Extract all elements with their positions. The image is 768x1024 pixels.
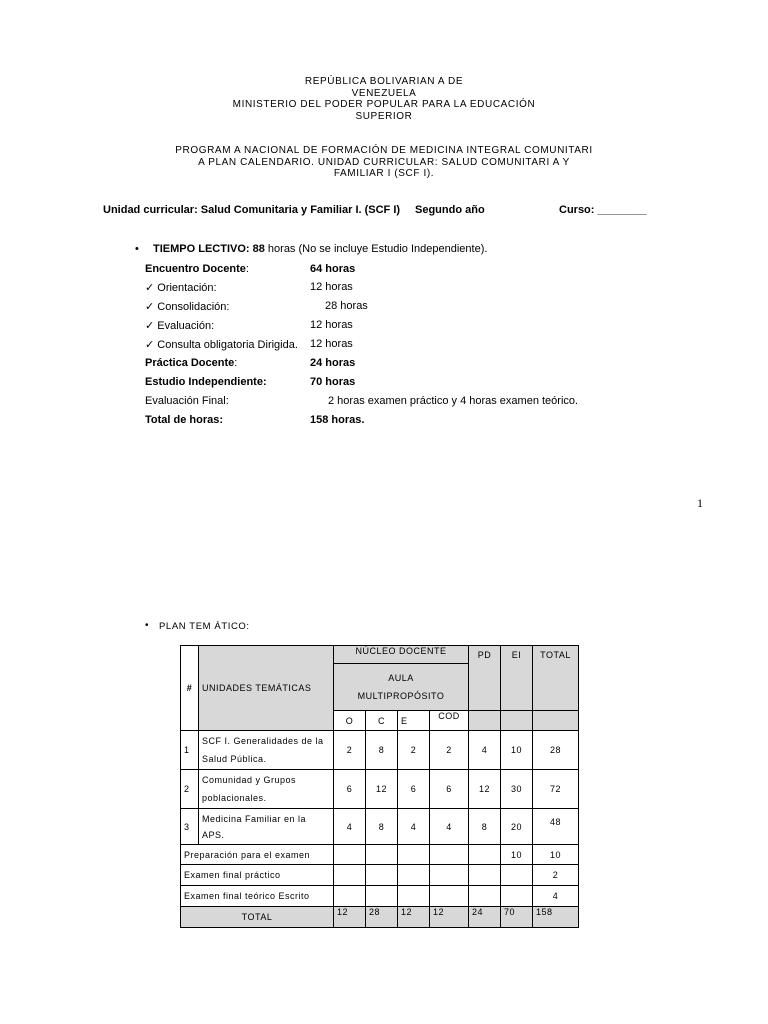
cell-pd (469, 865, 501, 886)
table-row (181, 845, 579, 865)
cell-ei: 20 (501, 809, 533, 845)
time-row-value: 12 horas (310, 281, 353, 293)
cell-cod: 4 (430, 809, 469, 845)
cell-o (334, 845, 366, 865)
time-row-value: 24 horas (310, 357, 356, 369)
header-line-2: VENEZUELA (351, 87, 417, 99)
cell-c: 8 (366, 731, 398, 770)
page-number: 1 (697, 496, 703, 510)
cell-cod (430, 865, 469, 886)
col-total-header: TOTAL (533, 646, 579, 711)
program-line-3: FAMILIAR I (SCF I). (333, 168, 435, 179)
time-row (145, 319, 214, 332)
program-line-1: PROGRAM A NACIONAL DE FORMACIÓN DE MEDICINA INTEGRAL COMUNITARI (175, 145, 593, 156)
col-c-header: C (366, 711, 398, 731)
table-row (181, 770, 579, 809)
subject-year: Segundo año (415, 204, 485, 216)
cell-ei: 10 (501, 845, 533, 865)
time-row (145, 263, 249, 275)
cell-e (398, 886, 430, 907)
time-row-value: 2 horas examen práctico y 4 horas examen teórico. (328, 395, 579, 407)
program-line-2: A PLAN CALENDARIO. UNIDAD CURRICULAR: SALUD COMUNITARI A Y (198, 156, 570, 168)
cell-total: 72 (533, 770, 579, 809)
row-num: 3 (181, 809, 199, 845)
cell-ei (501, 886, 533, 907)
time-row-suffix: : (245, 263, 249, 275)
row-unit-line1: Comunidad y Grupos (202, 775, 297, 785)
pd-empty (469, 711, 501, 731)
time-row-label: ✓ Orientación: (145, 282, 217, 294)
cell-total: 2 (533, 865, 579, 886)
cell-c: 8 (366, 809, 398, 845)
cell-c (366, 886, 398, 907)
table-row (181, 809, 579, 845)
cell-e (398, 865, 430, 886)
cell-o: 4 (334, 809, 366, 845)
header-block (0, 76, 768, 122)
cell-pd: 12 (469, 770, 501, 809)
total-row (181, 907, 579, 928)
header-line-4: SUPERIOR (355, 110, 413, 122)
subject-course: Curso: ________ (559, 204, 647, 216)
time-row-value: 64 horas (310, 263, 356, 275)
cell-e: 4 (398, 809, 430, 845)
cell-total: 10 (533, 845, 579, 865)
cell-pd: 8 (469, 809, 501, 845)
cell-c: 12 (366, 770, 398, 809)
total-empty (533, 711, 579, 731)
row-unit-line1: SCF I. Generalidades de la (202, 736, 324, 746)
time-row-label: ✓ Evaluación: (145, 320, 215, 332)
row-unit (199, 809, 334, 845)
cell-e: 2 (398, 731, 430, 770)
total-total: 158 (533, 907, 579, 928)
cell-pd (469, 886, 501, 907)
table-row (181, 886, 579, 907)
subject-unit: Unidad curricular: Salud Comunitaria y Familiar I. (SCF I) (103, 204, 401, 216)
total-o: 12 (334, 907, 366, 928)
cell-total: 28 (533, 731, 579, 770)
total-pd: 24 (469, 907, 501, 928)
time-row (145, 338, 298, 351)
row-unit (199, 731, 334, 770)
row-unit (199, 770, 334, 809)
cell-cod: 2 (430, 731, 469, 770)
time-row-label: Encuentro Docente (145, 263, 246, 275)
row-num: 1 (181, 731, 199, 770)
row-unit-line2: Salud Pública. (202, 754, 267, 764)
ei-empty (501, 711, 533, 731)
cell-e (398, 845, 430, 865)
time-row-value: 158 horas. (310, 414, 365, 426)
header-line-3: MINISTERIO DEL PODER POPULAR PARA LA EDUCACIÓN (232, 99, 536, 110)
cell-total: 4 (533, 886, 579, 907)
time-row (145, 357, 237, 369)
col-units-header: UNIDADES TEMÁTICAS (199, 646, 334, 731)
time-row (145, 414, 223, 426)
time-row (145, 376, 267, 388)
time-row-suffix: : (234, 357, 238, 369)
time-row-label: Evaluación Final: (145, 395, 229, 407)
time-title-rest: horas (No se incluye Estudio Independiente). (264, 243, 488, 255)
total-cod: 12 (430, 907, 469, 928)
col-num-header: # (181, 646, 199, 731)
col-e-header: E (398, 711, 430, 731)
cell-cod (430, 886, 469, 907)
cell-e: 6 (398, 770, 430, 809)
table-row (181, 865, 579, 886)
time-row-value: 28 horas (325, 300, 368, 312)
extra-label: Examen final teórico Escrito (181, 886, 334, 907)
time-bullet: • (135, 243, 139, 255)
time-title (153, 243, 487, 255)
plan-bullet: • (145, 620, 149, 631)
cell-pd (469, 845, 501, 865)
total-ei: 70 (501, 907, 533, 928)
time-row-value: 12 horas (310, 319, 353, 331)
cell-pd: 4 (469, 731, 501, 770)
col-ei-header: EI (501, 646, 533, 711)
cell-c (366, 865, 398, 886)
cell-total: 48 (533, 809, 579, 845)
total-e: 12 (398, 907, 430, 928)
cell-o: 2 (334, 731, 366, 770)
row-unit-line2: APS. (202, 829, 225, 840)
nucleo-header: NÚCLEO DOCENTE (334, 646, 469, 664)
time-row (145, 395, 229, 407)
cell-c (366, 845, 398, 865)
extra-label: Examen final práctico (181, 865, 334, 886)
row-num: 2 (181, 770, 199, 809)
cell-ei: 30 (501, 770, 533, 809)
total-c: 28 (366, 907, 398, 928)
time-row-label: Estudio Independiente: (145, 376, 267, 388)
time-row-label: Total de horas: (145, 414, 224, 426)
total-label: TOTAL (181, 907, 334, 928)
program-block (0, 145, 768, 180)
cell-ei (501, 865, 533, 886)
cell-ei: 10 (501, 731, 533, 770)
row-unit-line2: poblacionales. (202, 793, 267, 803)
row-unit-line1: Medicina Familiar en la (202, 813, 307, 824)
cell-o: 6 (334, 770, 366, 809)
col-o-header: O (334, 711, 366, 731)
col-pd-header: PD (469, 646, 501, 711)
col-cod-header: COD (430, 711, 469, 731)
time-row-label: ✓ Consulta obligatoria Dirigida. (145, 339, 298, 351)
cell-o (334, 886, 366, 907)
cell-cod: 6 (430, 770, 469, 809)
plan-title: PLAN TEM ÁTICO: (159, 621, 250, 632)
multiproposito-label: MULTIPROPÓSITO (357, 691, 445, 701)
time-row (145, 300, 229, 313)
plan-table (180, 645, 579, 928)
header-line-1: REPÚBLICA BOLIVARIAN A DE (304, 76, 464, 87)
time-row-value: 70 horas (310, 376, 356, 388)
aula-label: AULA (388, 673, 414, 683)
cell-o (334, 865, 366, 886)
time-row-label: ✓ Consolidación: (145, 301, 230, 313)
time-row-label: Práctica Docente (145, 357, 235, 369)
time-title-bold: TIEMPO LECTIVO: 88 (153, 243, 265, 255)
time-row-value: 12 horas (310, 338, 353, 350)
table-row (181, 731, 579, 770)
extra-label: Preparación para el examen (181, 845, 334, 865)
cell-cod (430, 845, 469, 865)
time-row (145, 281, 217, 294)
aula-header (334, 664, 469, 711)
